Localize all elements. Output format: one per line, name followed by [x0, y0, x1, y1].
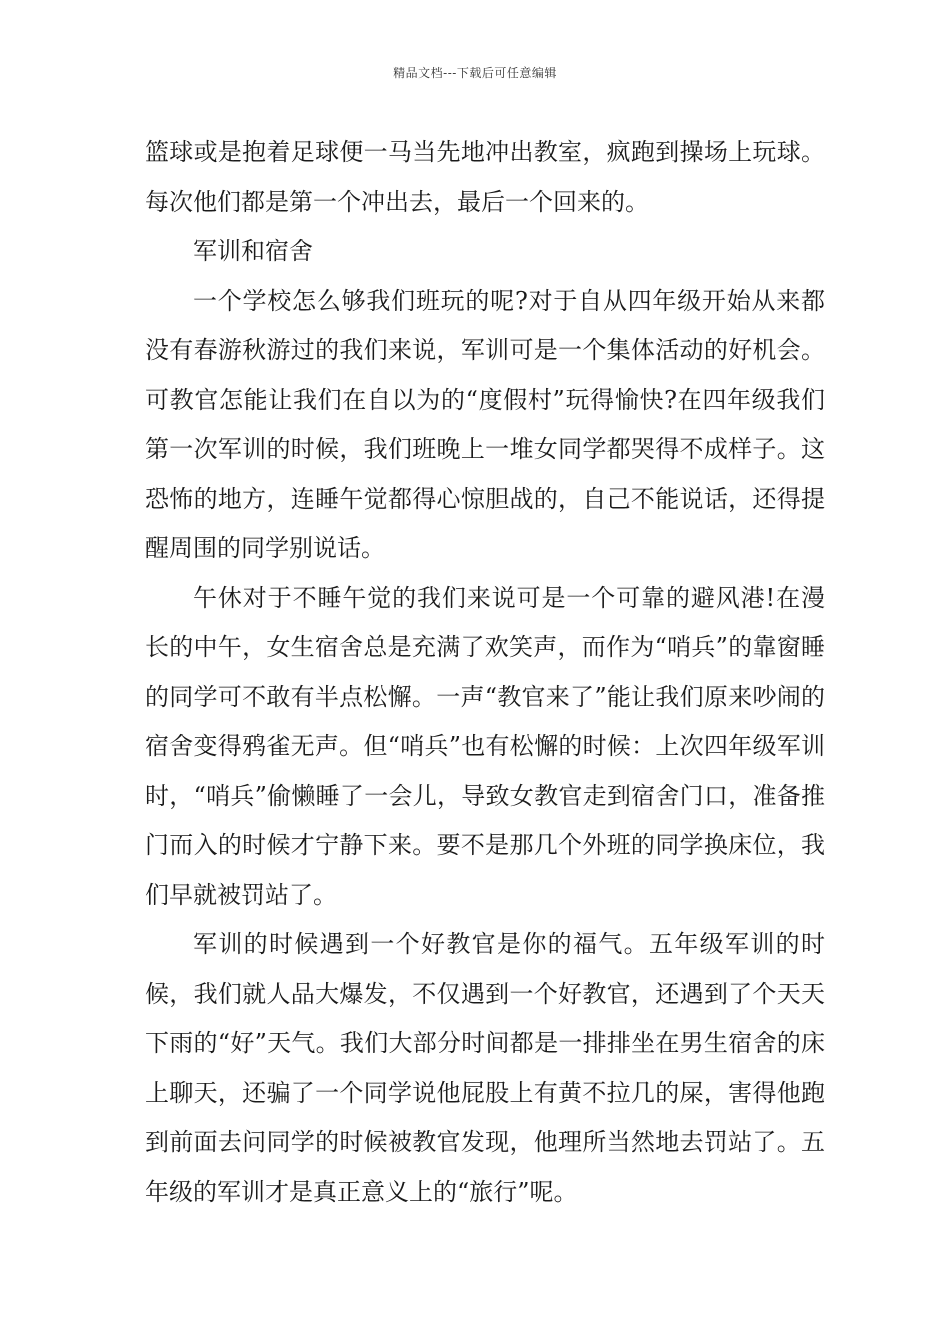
document-body	[145, 128, 825, 1217]
section-heading: 军训和宿舍	[193, 237, 313, 265]
paragraph: 午休对于不睡午觉的我们来说可是一个可靠的避风港!在漫长的中午，女生宿舍总是充满了欢笑声，而作为“哨兵”的靠窗睡的同学可不敢有半点松懈。一声“教官来了”能让我们原来吵闹的宿舍变得鸦雀无声。但“哨兵”也有松懈的时候：上次四年级军训时，“哨兵”偷懒睡了一会儿，导致女教官走到宿舍门口，准备推门而入的时候才宁静下来。要不是那几个外班的同学换床位，我们早就被罚站了。	[145, 583, 825, 909]
paragraph: 一个学校怎么够我们班玩的呢?对于自从四年级开始从来都没有春游秋游过的我们来说，军训可是一个集体活动的好机会。可教官怎能让我们在自以为的“度假村”玩得愉快?在四年级我们第一次军训的时候，我们班晚上一堆女同学都哭得不成样子。这恐怖的地方，连睡午觉都得心惊胆战的，自己不能说话，还得提醒周围的同学别说话。	[145, 286, 825, 562]
paragraph-continued: 篮球或是抱着足球便一马当先地冲出教室，疯跑到操场上玩球。每次他们都是第一个冲出去，最后一个回来的。	[145, 138, 825, 216]
paragraph: 军训的时候遇到一个好教官是你的福气。五年级军训的时候，我们就人品大爆发，不仅遇到一个好教官，还遇到了个天天下雨的“好”天气。我们大部分时间都是一排排坐在男生宿舍的床上聊天，还骗了一个同学说他屁股上有黄不拉几的屎，害得他跑到前面去问同学的时候被教官发现，他理所当然地去罚站了。五年级的军训才是真正意义上的“旅行”呢。	[145, 930, 825, 1206]
page-header: 精品文档---下载后可任意编辑	[393, 66, 557, 80]
